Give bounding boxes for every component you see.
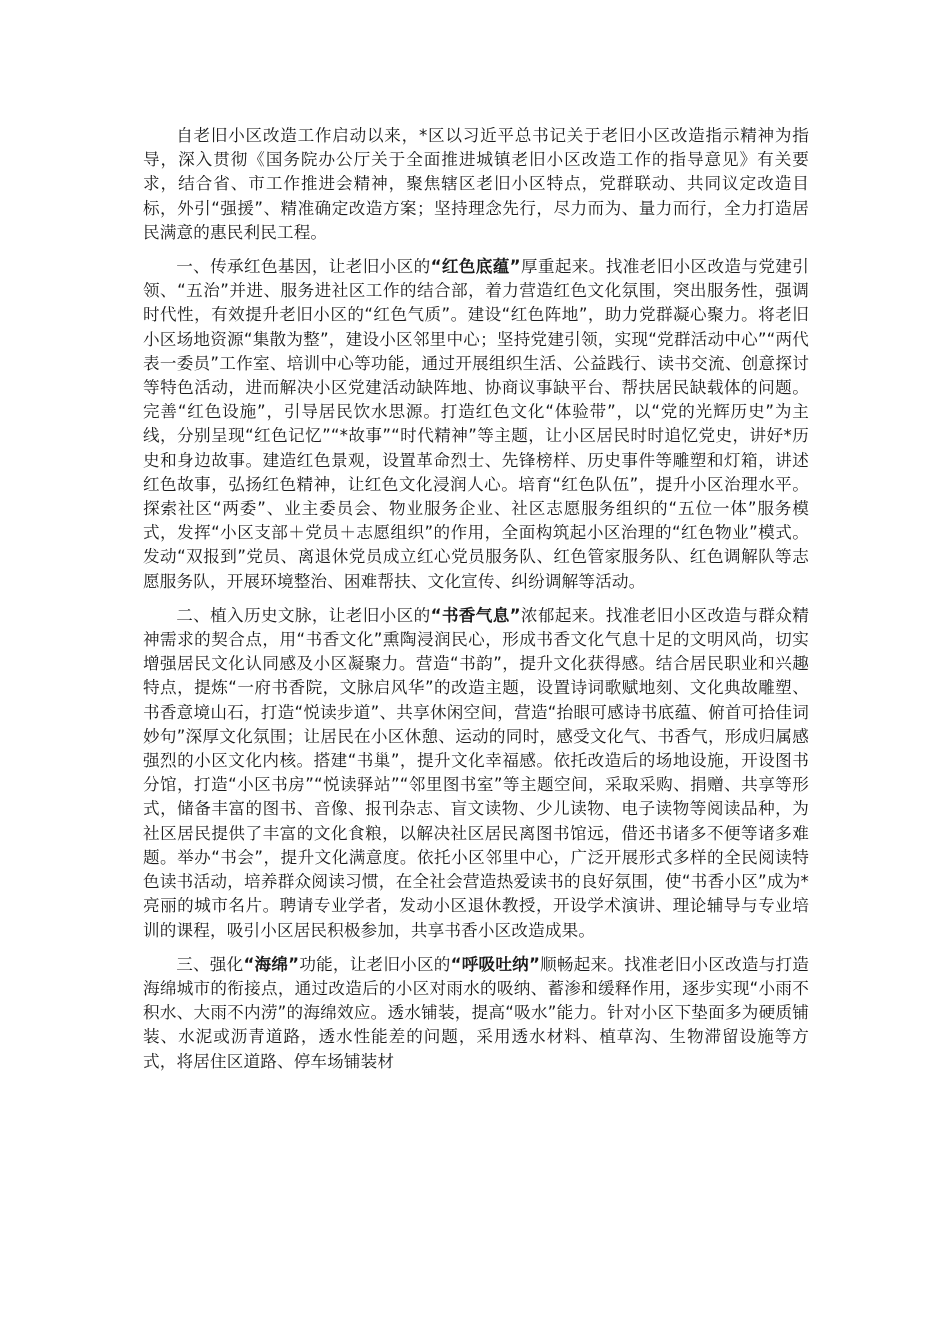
section-1-heading-lead: 一、传承红色基因，让老旧小区的 (176, 257, 431, 277)
section-1-heading-emphasis: “红色底蕴” (430, 257, 521, 277)
intro-paragraph: 自老旧小区改造工作启动以来，*区以习近平总书记关于老旧小区改造指示精神为指导，深入贯彻《国务院办公厅关于全面推进城镇老旧小区改造工作的指导意见》有关要求，结合省、市工作推进会精神，聚焦辖区老旧小区特点，党群联动、共同议定改造目标，外引“强援”、精准确定改造方案；坚持理念先行，尽力而为、量力而行，全力打造居民满意的惠民利民工程。 (143, 126, 809, 242)
section-2-heading-emphasis: “书香气息” (430, 605, 521, 625)
section-2-body: 找准老旧小区改造与群众精神需求的契合点，用“书香文化”熏陶浸润民心，形成书香文化气息十足的文明风尚，切实增强居民文化认同感及小区凝聚力。营造“书韵”，提升文化获得感。结合居民职业和兴趣特点，提炼“一府书香院，文脉启风华”的改造主题，设置诗词歌赋地刻、文化典故雕塑、书香意境山石，打造“悦读步道”、共享休闲空间，营造“抬眼可感诗书底蕴、俯首可拾佳词妙句”深厚文化氛围；让居民在小区休憩、运动的同时，感受文化气、书香气，形成归属感强烈的小区文化内核。搭建“书巢”，提升文化幸福感。依托改造后的场地设施，开设图书分馆，打造“小区书房”“悦读驿站”“邻里图书室”等主题空间，采取采购、捐赠、共享等形式，储备丰富的图书、音像、报刊杂志、盲文读物、少儿读物、电子读物等阅读品种，为社区居民提供了丰富的文化食粮，以解决社区居民离图书馆远，借还书诸多不便等诸多难题。举办“书会”，提升文化满意度。依托小区邻里中心，广泛开展形式多样的全民阅读特色读书活动，培养群众阅读习惯，在全社会营造热爱读书的良好氛围，使“书香小区”成为*亮丽的城市名片。聘请专业学者，发动小区退休教授，开设学术演讲、理论辅导与专业培训的课程，吸引小区居民积极参加，共享书香小区改造成果。 (143, 605, 810, 940)
section-3-body: 找准老旧小区改造与打造海绵城市的衔接点，通过改造后的小区对雨水的吸纳、蓄渗和缓释作用，逐步实现“小雨不积水、大雨不内涝”的海绵效应。透水铺装，提高“吸水”能力。针对小区下垫面多为硬质铺装、水泥或沥青道路，透水性能差的问题，采用透水材料、植草沟、生物滞留设施等方式，将居住区道路、停车场铺装材 (143, 954, 809, 1071)
section-3-heading-lead: 三、强化 (176, 954, 244, 974)
section-3-heading-emphasis: “海绵” (243, 954, 300, 974)
section-3-heading-middle: 功能，让老旧小区的 (299, 954, 451, 974)
document-page (143, 124, 809, 1084)
section-3-paragraph (143, 953, 809, 1074)
section-2-paragraph (143, 604, 809, 943)
section-1-body: 找准老旧小区改造与党建引领、“五治”并进、服务进社区工作的结合部，着力营造红色文化氛围，突出服务性，强调时代性，有效提升老旧小区的“红色气质”。建设“红色阵地”，助力党群凝心聚力。将老旧小区场地资源“集散为整”，建设小区邻里中心；坚持党建引领，实现“党群活动中心”“两代表一委员”工作室、培训中心等功能，通过开展组织生活、公益践行、读书交流、创意探讨等特色活动，进而解决小区党建活动缺阵地、协商议事缺平台、帮扶居民缺载体的问题。完善“红色设施”，引导居民饮水思源。打造红色文化“体验带”，以“党的光辉历史”为主线，分别呈现“红色记忆”“*故事”“时代精神”等主题，让小区居民时时追忆党史，讲好*历史和身边故事。建造红色景观，设置革命烈士、先锋榜样、历史事件等雕塑和灯箱，讲述红色故事，弘扬红色精神，让红色文化浸润人心。培育“红色队伍”，提升小区治理水平。探索社区“两委”、业主委员会、物业服务企业、社区志愿服务组织的“五位一体”服务模式，发挥“小区支部＋党员＋志愿组织”的作用，全面构筑起小区治理的“红色物业”模式。发动“双报到”党员、离退休党员成立红心党员服务队、红色管家服务队、红色调解队等志愿服务队，开展环境整治、困难帮扶、文化宣传、纠纷调解等活动。 (143, 257, 810, 591)
section-3-heading-emphasis-2: “呼吸吐纳” (450, 954, 541, 974)
section-2-heading-tail: 浓郁起来。 (520, 605, 606, 625)
section-1-heading-tail: 厚重起来。 (520, 257, 606, 277)
section-1-paragraph (143, 255, 809, 594)
section-2-heading-lead: 二、植入历史文脉，让老旧小区的 (176, 605, 431, 625)
section-3-heading-tail: 顺畅起来。 (540, 954, 625, 974)
